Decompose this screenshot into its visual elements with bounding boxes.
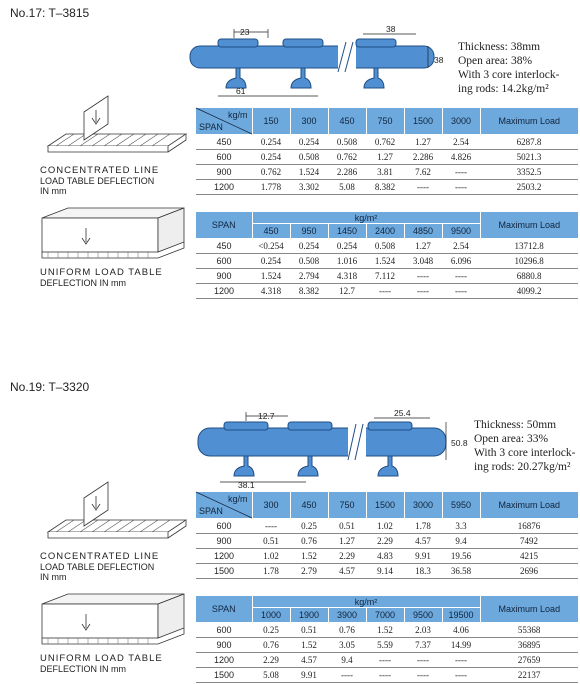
- spec-block-t3320: [474, 418, 575, 474]
- max-load-header: Maximum Load: [480, 212, 578, 239]
- column-header: 1000: [252, 608, 290, 623]
- uniform-load-table-t3815: [196, 212, 578, 299]
- line-load-illustration-t3320: [38, 482, 188, 552]
- spec-line: ing rods: 14.2kg/m²: [458, 83, 549, 95]
- column-header: 750: [366, 108, 404, 135]
- line-load-caption-t3320: CONCENTRATED LINE LOAD TABLE DEFLECTION IN mm: [40, 551, 160, 582]
- column-header: 450: [290, 492, 328, 519]
- span-header: SPAN: [196, 212, 252, 239]
- table-row: 1200 1.778 3.302 5.08 8.382 ---- ---- 2503.2: [196, 180, 578, 195]
- max-load-header: Maximum Load: [480, 596, 578, 623]
- table-row: 600 0.254 0.508 0.762 1.27 2.286 4.826 5021.3: [196, 150, 578, 165]
- max-load-header: Maximum Load: [480, 492, 578, 519]
- column-header: 19500: [442, 608, 480, 623]
- grating-profile-t3320: [196, 408, 468, 490]
- spec-block-t3815: [458, 40, 559, 96]
- column-header: 150: [252, 108, 290, 135]
- table-row: 900 0.76 1.52 3.05 5.59 7.37 14.99 36895: [196, 638, 578, 653]
- column-header: 3000: [442, 108, 480, 135]
- spec-line: Open area: 33%: [474, 433, 549, 445]
- table-row: 600 ---- 0.25 0.51 1.02 1.78 3.3 16876: [196, 519, 578, 534]
- uniform-load-caption-t3815: UNIFORM LOAD TABLE DEFLECTION IN mm: [40, 267, 163, 288]
- section-title-t3815: No.17: T–3815: [10, 6, 90, 20]
- column-header: 450: [328, 108, 366, 135]
- table-row: 1200 1.02 1.52 2.29 4.83 9.91 19.56 4215: [196, 549, 578, 564]
- uniform-load-illustration-t3815: [38, 208, 188, 268]
- unit-header: kg/m²: [252, 212, 480, 224]
- spec-line: Thickness: 38mm: [458, 41, 541, 53]
- column-header: 3000: [404, 492, 442, 519]
- column-header: 5950: [442, 492, 480, 519]
- table-row: 1200 4.318 8.382 12.7 ---- ---- ---- 4099.2: [196, 284, 578, 299]
- column-header: 1500: [366, 492, 404, 519]
- dim-label-4: 61: [236, 86, 246, 96]
- column-header: 950: [290, 224, 328, 239]
- table-row: 900 0.762 1.524 2.286 3.81 7.62 ---- 3352.5: [196, 165, 578, 180]
- column-header: 750: [328, 492, 366, 519]
- line-load-table-t3320: [196, 492, 578, 579]
- section-title-t3320: No.19: T–3320: [10, 380, 90, 394]
- dim-label-3: 38: [434, 55, 444, 65]
- dim-label-1: 12.7: [258, 411, 275, 421]
- column-header: 1900: [290, 608, 328, 623]
- uniform-load-illustration-t3320: [38, 594, 188, 654]
- grating-profile-t3815: [188, 24, 444, 106]
- line-load-table-t3815: [196, 108, 578, 195]
- column-header: 9500: [442, 224, 480, 239]
- spec-line: With 3 core interlock-: [458, 69, 560, 81]
- column-header: 1500: [404, 108, 442, 135]
- unit-header: kg/m²: [252, 596, 480, 608]
- table-row: 1200 2.29 4.57 9.4 ---- ---- ---- 27659: [196, 653, 578, 668]
- dim-label-3: 50.8: [451, 438, 468, 448]
- table-row: 450 0.254 0.254 0.508 0.762 1.27 2.54 6287.8: [196, 135, 578, 150]
- column-header: 300: [290, 108, 328, 135]
- table-row: 600 0.254 0.508 1.016 1.524 3.048 6.096 10296.8: [196, 254, 578, 269]
- dim-label-1: 23: [240, 27, 250, 37]
- column-header: 2400: [366, 224, 404, 239]
- table-row: 900 0.51 0.76 1.27 2.29 4.57 9.4 7492: [196, 534, 578, 549]
- dim-label-2: 38: [386, 24, 396, 34]
- column-header: 7000: [366, 608, 404, 623]
- spec-line: With 3 core interlock-: [474, 447, 576, 459]
- spec-line: Open area: 38%: [458, 55, 533, 67]
- span-header: SPAN: [196, 596, 252, 623]
- table-row: 900 1.524 2.794 4.318 7.112 ---- ---- 6880.8: [196, 269, 578, 284]
- uniform-load-table-t3320: [196, 596, 578, 683]
- column-header: 450: [252, 224, 290, 239]
- column-header: 300: [252, 492, 290, 519]
- column-header: 1450: [328, 224, 366, 239]
- max-load-header: Maximum Load: [480, 108, 578, 135]
- corner-header: kg/m SPAN: [196, 492, 252, 519]
- corner-header: kg/m SPAN: [196, 108, 252, 135]
- spec-line: ing rods: 20.27kg/m²: [474, 461, 571, 473]
- column-header: 9500: [404, 608, 442, 623]
- table-row: 1500 1.78 2.79 4.57 9.14 18.3 36.58 2696: [196, 564, 578, 579]
- line-load-illustration-t3815: [38, 96, 188, 166]
- line-load-caption-t3815: CONCENTRATED LINE LOAD TABLE DEFLECTION IN mm: [40, 165, 160, 196]
- spec-line: Thickness: 50mm: [474, 419, 557, 431]
- column-header: 3900: [328, 608, 366, 623]
- dim-label-2: 25.4: [394, 408, 411, 418]
- table-row: 450 <0.254 0.254 0.254 0.508 1.27 2.54 13712.8: [196, 239, 578, 254]
- table-row: 1500 5.08 9.91 ---- ---- ---- ---- 22137: [196, 668, 578, 683]
- dim-label-4: 38.1: [238, 480, 255, 490]
- table-row: 600 0.25 0.51 0.76 1.52 2.03 4.06 55368: [196, 623, 578, 638]
- column-header: 4850: [404, 224, 442, 239]
- uniform-load-caption-t3320: UNIFORM LOAD TABLE DEFLECTION IN mm: [40, 653, 163, 674]
